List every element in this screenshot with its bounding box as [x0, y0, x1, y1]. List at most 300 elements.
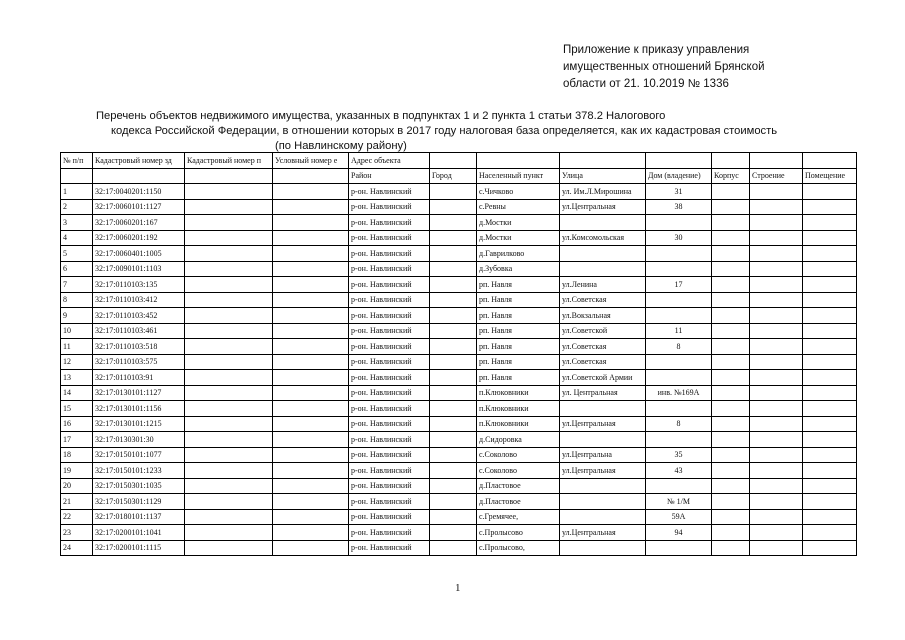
table-cell: [273, 199, 349, 215]
table-cell: [750, 277, 803, 293]
table-cell: 32:17:0060401:1005: [93, 246, 185, 262]
header-cell: Населенный пункт: [477, 168, 560, 184]
table-row: [61, 463, 857, 479]
table-cell: [803, 277, 857, 293]
table-cell: р-он. Навлинский: [349, 292, 430, 308]
table-cell: [273, 447, 349, 463]
table-cell: [750, 416, 803, 432]
table-cell: р-он. Навлинский: [349, 246, 430, 262]
table-cell: [185, 323, 273, 339]
table-cell: [430, 416, 477, 432]
table-cell: [560, 432, 646, 448]
header-cell: Дом (владение): [646, 168, 712, 184]
table-cell: 5: [61, 246, 93, 262]
table-cell: с.Ревны: [477, 199, 560, 215]
table-cell: [185, 540, 273, 556]
table-cell: [712, 463, 750, 479]
table-cell: [712, 323, 750, 339]
header-cell: Адрес объекта: [349, 153, 430, 169]
table-cell: р-он. Навлинский: [349, 354, 430, 370]
table-cell: д.Мостки: [477, 230, 560, 246]
table-cell: [185, 184, 273, 200]
table-cell: [750, 432, 803, 448]
table-subheader-row: [61, 168, 857, 184]
table-row: [61, 199, 857, 215]
table-cell: [712, 230, 750, 246]
header-cell: Город: [430, 168, 477, 184]
table-cell: 94: [646, 525, 712, 541]
table-cell: [712, 432, 750, 448]
table-cell: 32:17:0150101:1077: [93, 447, 185, 463]
table-cell: д.Зубовка: [477, 261, 560, 277]
header-cell: [185, 168, 273, 184]
table-cell: [430, 277, 477, 293]
table-cell: [803, 494, 857, 510]
table-cell: [185, 354, 273, 370]
table-cell: 32:17:0150101:1233: [93, 463, 185, 479]
table-row: [61, 354, 857, 370]
table-cell: [750, 261, 803, 277]
table-cell: [430, 199, 477, 215]
table-cell: [750, 401, 803, 417]
table-row: [61, 308, 857, 324]
table-cell: п.Клюковники: [477, 401, 560, 417]
table-cell: [803, 432, 857, 448]
header-cell: № п/п: [61, 153, 93, 169]
table-cell: [712, 494, 750, 510]
table-row: [61, 478, 857, 494]
table-row: [61, 184, 857, 200]
table-cell: [185, 478, 273, 494]
table-cell: 17: [646, 277, 712, 293]
table-cell: 32:17:0130301:30: [93, 432, 185, 448]
table-cell: [646, 401, 712, 417]
table-cell: 32:17:0040201:1150: [93, 184, 185, 200]
table-cell: р-он. Навлинский: [349, 215, 430, 231]
table-cell: 17: [61, 432, 93, 448]
table-cell: [646, 370, 712, 386]
table-cell: [273, 292, 349, 308]
table-cell: [750, 447, 803, 463]
table-cell: [712, 401, 750, 417]
table-cell: [646, 432, 712, 448]
table-cell: 32:17:0060101:1127: [93, 199, 185, 215]
table-cell: [185, 308, 273, 324]
table-cell: [430, 308, 477, 324]
table-cell: [803, 370, 857, 386]
title-line-1: Перечень объектов недвижимого имущества, указанных в подпунктах 1 и 2 пункта 1 статьи 378.2 Налогового: [96, 110, 666, 122]
table-cell: р-он. Навлинский: [349, 432, 430, 448]
table-row: [61, 385, 857, 401]
table-cell: [430, 540, 477, 556]
table-cell: 18: [61, 447, 93, 463]
table-cell: [712, 354, 750, 370]
table-cell: [273, 370, 349, 386]
table-cell: [273, 463, 349, 479]
header-cell: [430, 153, 477, 169]
table-cell: [803, 215, 857, 231]
header-cell: [273, 168, 349, 184]
table-cell: [750, 339, 803, 355]
table-cell: [803, 463, 857, 479]
table-cell: [273, 540, 349, 556]
table-cell: [712, 525, 750, 541]
table-cell: [712, 509, 750, 525]
table-cell: [185, 494, 273, 510]
table-cell: [803, 246, 857, 262]
header-cell: [750, 153, 803, 169]
table-cell: [560, 215, 646, 231]
table-cell: 3: [61, 215, 93, 231]
table-cell: [273, 323, 349, 339]
table-cell: [712, 385, 750, 401]
table-cell: 22: [61, 509, 93, 525]
table-cell: [803, 478, 857, 494]
table-row: [61, 323, 857, 339]
table-cell: 4: [61, 230, 93, 246]
table-cell: [712, 292, 750, 308]
table-cell: р-он. Навлинский: [349, 494, 430, 510]
table-cell: р-он. Навлинский: [349, 184, 430, 200]
table-cell: [273, 339, 349, 355]
table-cell: [646, 215, 712, 231]
table-cell: [430, 509, 477, 525]
table-cell: [430, 385, 477, 401]
table-cell: 16: [61, 416, 93, 432]
table-cell: рп. Навля: [477, 339, 560, 355]
table-cell: [273, 308, 349, 324]
table-cell: 6: [61, 261, 93, 277]
table-cell: [646, 540, 712, 556]
table-cell: д.Мостки: [477, 215, 560, 231]
table-cell: [646, 354, 712, 370]
table-cell: ул.Комсомольская: [560, 230, 646, 246]
table-cell: [430, 401, 477, 417]
table-cell: 32:17:0130101:1215: [93, 416, 185, 432]
table-cell: 32:17:0110103:135: [93, 277, 185, 293]
table-cell: [273, 525, 349, 541]
table-cell: [185, 215, 273, 231]
table-cell: [185, 246, 273, 262]
table-cell: [560, 478, 646, 494]
table-cell: р-он. Навлинский: [349, 277, 430, 293]
table-cell: ул. Им.Л.Мирошина: [560, 184, 646, 200]
table-cell: [273, 354, 349, 370]
table-cell: [646, 292, 712, 308]
table-cell: [185, 292, 273, 308]
table-cell: р-он. Навлинский: [349, 525, 430, 541]
table-cell: [430, 447, 477, 463]
table-cell: 8: [61, 292, 93, 308]
table-cell: [803, 184, 857, 200]
table-cell: [712, 199, 750, 215]
table-cell: 31: [646, 184, 712, 200]
table-row: [61, 416, 857, 432]
table-cell: [273, 494, 349, 510]
table-cell: 1: [61, 184, 93, 200]
table-cell: [712, 447, 750, 463]
table-cell: [430, 184, 477, 200]
table-cell: ул.Центральна: [560, 447, 646, 463]
table-cell: ул.Советская: [560, 354, 646, 370]
table-cell: 59А: [646, 509, 712, 525]
table-cell: 11: [61, 339, 93, 355]
table-cell: [712, 478, 750, 494]
table-cell: [273, 215, 349, 231]
table-cell: 10: [61, 323, 93, 339]
header-cell: [803, 153, 857, 169]
table-cell: 43: [646, 463, 712, 479]
table-cell: [273, 261, 349, 277]
table-cell: р-он. Навлинский: [349, 540, 430, 556]
table-cell: 35: [646, 447, 712, 463]
table-cell: р-он. Навлинский: [349, 463, 430, 479]
header-cell: [646, 153, 712, 169]
table-cell: [803, 509, 857, 525]
table-row: [61, 370, 857, 386]
table-cell: [185, 509, 273, 525]
table-cell: [185, 463, 273, 479]
table-cell: ул.Советской Армии: [560, 370, 646, 386]
table-cell: [560, 261, 646, 277]
header-cell: Кадастровый номер зд: [93, 153, 185, 169]
table-cell: [750, 385, 803, 401]
table-cell: [803, 292, 857, 308]
table-cell: 32:17:0130101:1127: [93, 385, 185, 401]
table-cell: [273, 230, 349, 246]
property-table: [60, 152, 857, 556]
table-cell: 11: [646, 323, 712, 339]
table-row: [61, 494, 857, 510]
table-cell: 32:17:0110103:575: [93, 354, 185, 370]
table-cell: ул.Центральная: [560, 199, 646, 215]
table-cell: рп. Навля: [477, 323, 560, 339]
table-cell: [430, 525, 477, 541]
table-cell: д.Сидоровка: [477, 432, 560, 448]
table-cell: [185, 339, 273, 355]
table-row: [61, 432, 857, 448]
table-cell: [712, 261, 750, 277]
table-cell: ул.Советской: [560, 323, 646, 339]
table-row: [61, 261, 857, 277]
appendix-line-1: Приложение к приказу управления: [563, 44, 750, 56]
table-cell: [646, 246, 712, 262]
table-cell: [430, 370, 477, 386]
table-cell: [712, 246, 750, 262]
table-cell: 19: [61, 463, 93, 479]
table-cell: [185, 230, 273, 246]
table-cell: [712, 370, 750, 386]
table-cell: [185, 277, 273, 293]
table-cell: [750, 478, 803, 494]
table-row: [61, 525, 857, 541]
table-cell: [750, 354, 803, 370]
table-cell: [803, 323, 857, 339]
table-cell: д.Пластовое: [477, 478, 560, 494]
table-cell: р-он. Навлинский: [349, 401, 430, 417]
table-cell: рп. Навля: [477, 370, 560, 386]
table-cell: 13: [61, 370, 93, 386]
table-cell: [803, 525, 857, 541]
table-cell: [750, 370, 803, 386]
table-cell: 32:17:0060201:192: [93, 230, 185, 246]
table-cell: [750, 525, 803, 541]
table-cell: [185, 261, 273, 277]
table-cell: [803, 416, 857, 432]
table-cell: [750, 509, 803, 525]
table-cell: 8: [646, 416, 712, 432]
table-cell: [273, 246, 349, 262]
table-row: [61, 230, 857, 246]
table-cell: [712, 339, 750, 355]
table-cell: [273, 509, 349, 525]
table-cell: ул.Советская: [560, 292, 646, 308]
header-cell: Корпус: [712, 168, 750, 184]
header-cell: [61, 168, 93, 184]
table-cell: [803, 401, 857, 417]
table-cell: инв. №169А: [646, 385, 712, 401]
table-cell: [712, 540, 750, 556]
table-cell: [803, 261, 857, 277]
table-cell: 23: [61, 525, 93, 541]
table-cell: [750, 308, 803, 324]
table-cell: р-он. Навлинский: [349, 199, 430, 215]
table-cell: п.Клюковники: [477, 416, 560, 432]
table-cell: [750, 463, 803, 479]
table-cell: ул.Советская: [560, 339, 646, 355]
table-cell: 32:17:0200101:1041: [93, 525, 185, 541]
table-cell: [803, 385, 857, 401]
table-cell: [273, 184, 349, 200]
table-cell: [803, 540, 857, 556]
table-cell: [430, 478, 477, 494]
table-cell: [430, 494, 477, 510]
table-cell: [560, 540, 646, 556]
table-cell: [560, 246, 646, 262]
table-cell: 32:17:0150301:1129: [93, 494, 185, 510]
table-cell: рп. Навля: [477, 292, 560, 308]
table-cell: [646, 308, 712, 324]
table-cell: [750, 540, 803, 556]
table-cell: ул.Центральная: [560, 525, 646, 541]
table-cell: р-он. Навлинский: [349, 323, 430, 339]
table-cell: 32:17:0200101:1115: [93, 540, 185, 556]
table-cell: с.Гремячее,: [477, 509, 560, 525]
table-cell: ул.Вокзальная: [560, 308, 646, 324]
table-cell: 32:17:0090101:1103: [93, 261, 185, 277]
table-cell: [185, 525, 273, 541]
table-row: [61, 540, 857, 556]
table-cell: [430, 246, 477, 262]
table-cell: [803, 447, 857, 463]
table-cell: рп. Навля: [477, 277, 560, 293]
table-cell: [803, 199, 857, 215]
table-cell: 12: [61, 354, 93, 370]
table-cell: р-он. Навлинский: [349, 478, 430, 494]
table-cell: 32:17:0110103:412: [93, 292, 185, 308]
table-cell: [750, 215, 803, 231]
table-cell: [430, 339, 477, 355]
table-cell: рп. Навля: [477, 354, 560, 370]
table-cell: 20: [61, 478, 93, 494]
table-cell: [185, 432, 273, 448]
table-cell: [273, 385, 349, 401]
table-cell: [750, 494, 803, 510]
table-cell: 32:17:0110103:452: [93, 308, 185, 324]
table-row: [61, 292, 857, 308]
title-line-2: кодекса Российской Федерации, в отношении которых в 2017 году налоговая база определяется, как их кадастровая стоимость: [111, 125, 778, 137]
table-cell: 2: [61, 199, 93, 215]
table-cell: 32:17:0130101:1156: [93, 401, 185, 417]
table-cell: 32:17:0150301:1035: [93, 478, 185, 494]
table-cell: [185, 370, 273, 386]
table-cell: [750, 230, 803, 246]
table-cell: [712, 416, 750, 432]
table-cell: р-он. Навлинский: [349, 230, 430, 246]
table-cell: [185, 416, 273, 432]
table-cell: [712, 215, 750, 231]
table-cell: р-он. Навлинский: [349, 308, 430, 324]
table-row: [61, 215, 857, 231]
appendix-line-3: области от 21. 10.2019 № 1336: [563, 78, 729, 90]
table-cell: ул. Центральная: [560, 385, 646, 401]
table-cell: [803, 308, 857, 324]
table-cell: [273, 277, 349, 293]
table-cell: д.Гаврилково: [477, 246, 560, 262]
title-line-3: (по Навлинскому району): [275, 140, 407, 152]
table-cell: п.Клюковники: [477, 385, 560, 401]
table-cell: [430, 432, 477, 448]
table-cell: № 1/М: [646, 494, 712, 510]
table-header-row: [61, 153, 857, 169]
table-cell: 14: [61, 385, 93, 401]
table-cell: [750, 184, 803, 200]
table-row: [61, 509, 857, 525]
header-cell: Район: [349, 168, 430, 184]
table-row: [61, 401, 857, 417]
header-cell: Помещение: [803, 168, 857, 184]
table-cell: ул.Центральная: [560, 416, 646, 432]
header-cell: Кадастровый номер п: [185, 153, 273, 169]
table-cell: ул.Центральная: [560, 463, 646, 479]
header-cell: Улица: [560, 168, 646, 184]
header-cell: [712, 153, 750, 169]
table-cell: 30: [646, 230, 712, 246]
table-cell: [430, 323, 477, 339]
header-cell: [93, 168, 185, 184]
table-cell: 15: [61, 401, 93, 417]
table-cell: [750, 292, 803, 308]
header-cell: [560, 153, 646, 169]
table-cell: рп. Навля: [477, 308, 560, 324]
table-cell: 32:17:0110103:461: [93, 323, 185, 339]
page-number: 1: [455, 582, 461, 594]
table-cell: р-он. Навлинский: [349, 339, 430, 355]
header-cell: [477, 153, 560, 169]
table-row: [61, 246, 857, 262]
table-cell: 24: [61, 540, 93, 556]
table-cell: [185, 447, 273, 463]
table-row: [61, 447, 857, 463]
table-cell: [273, 416, 349, 432]
table-row: [61, 339, 857, 355]
table-cell: 8: [646, 339, 712, 355]
table-cell: [430, 354, 477, 370]
table-cell: с.Чичково: [477, 184, 560, 200]
table-cell: [430, 230, 477, 246]
table-cell: д.Пластовое: [477, 494, 560, 510]
table-cell: 7: [61, 277, 93, 293]
